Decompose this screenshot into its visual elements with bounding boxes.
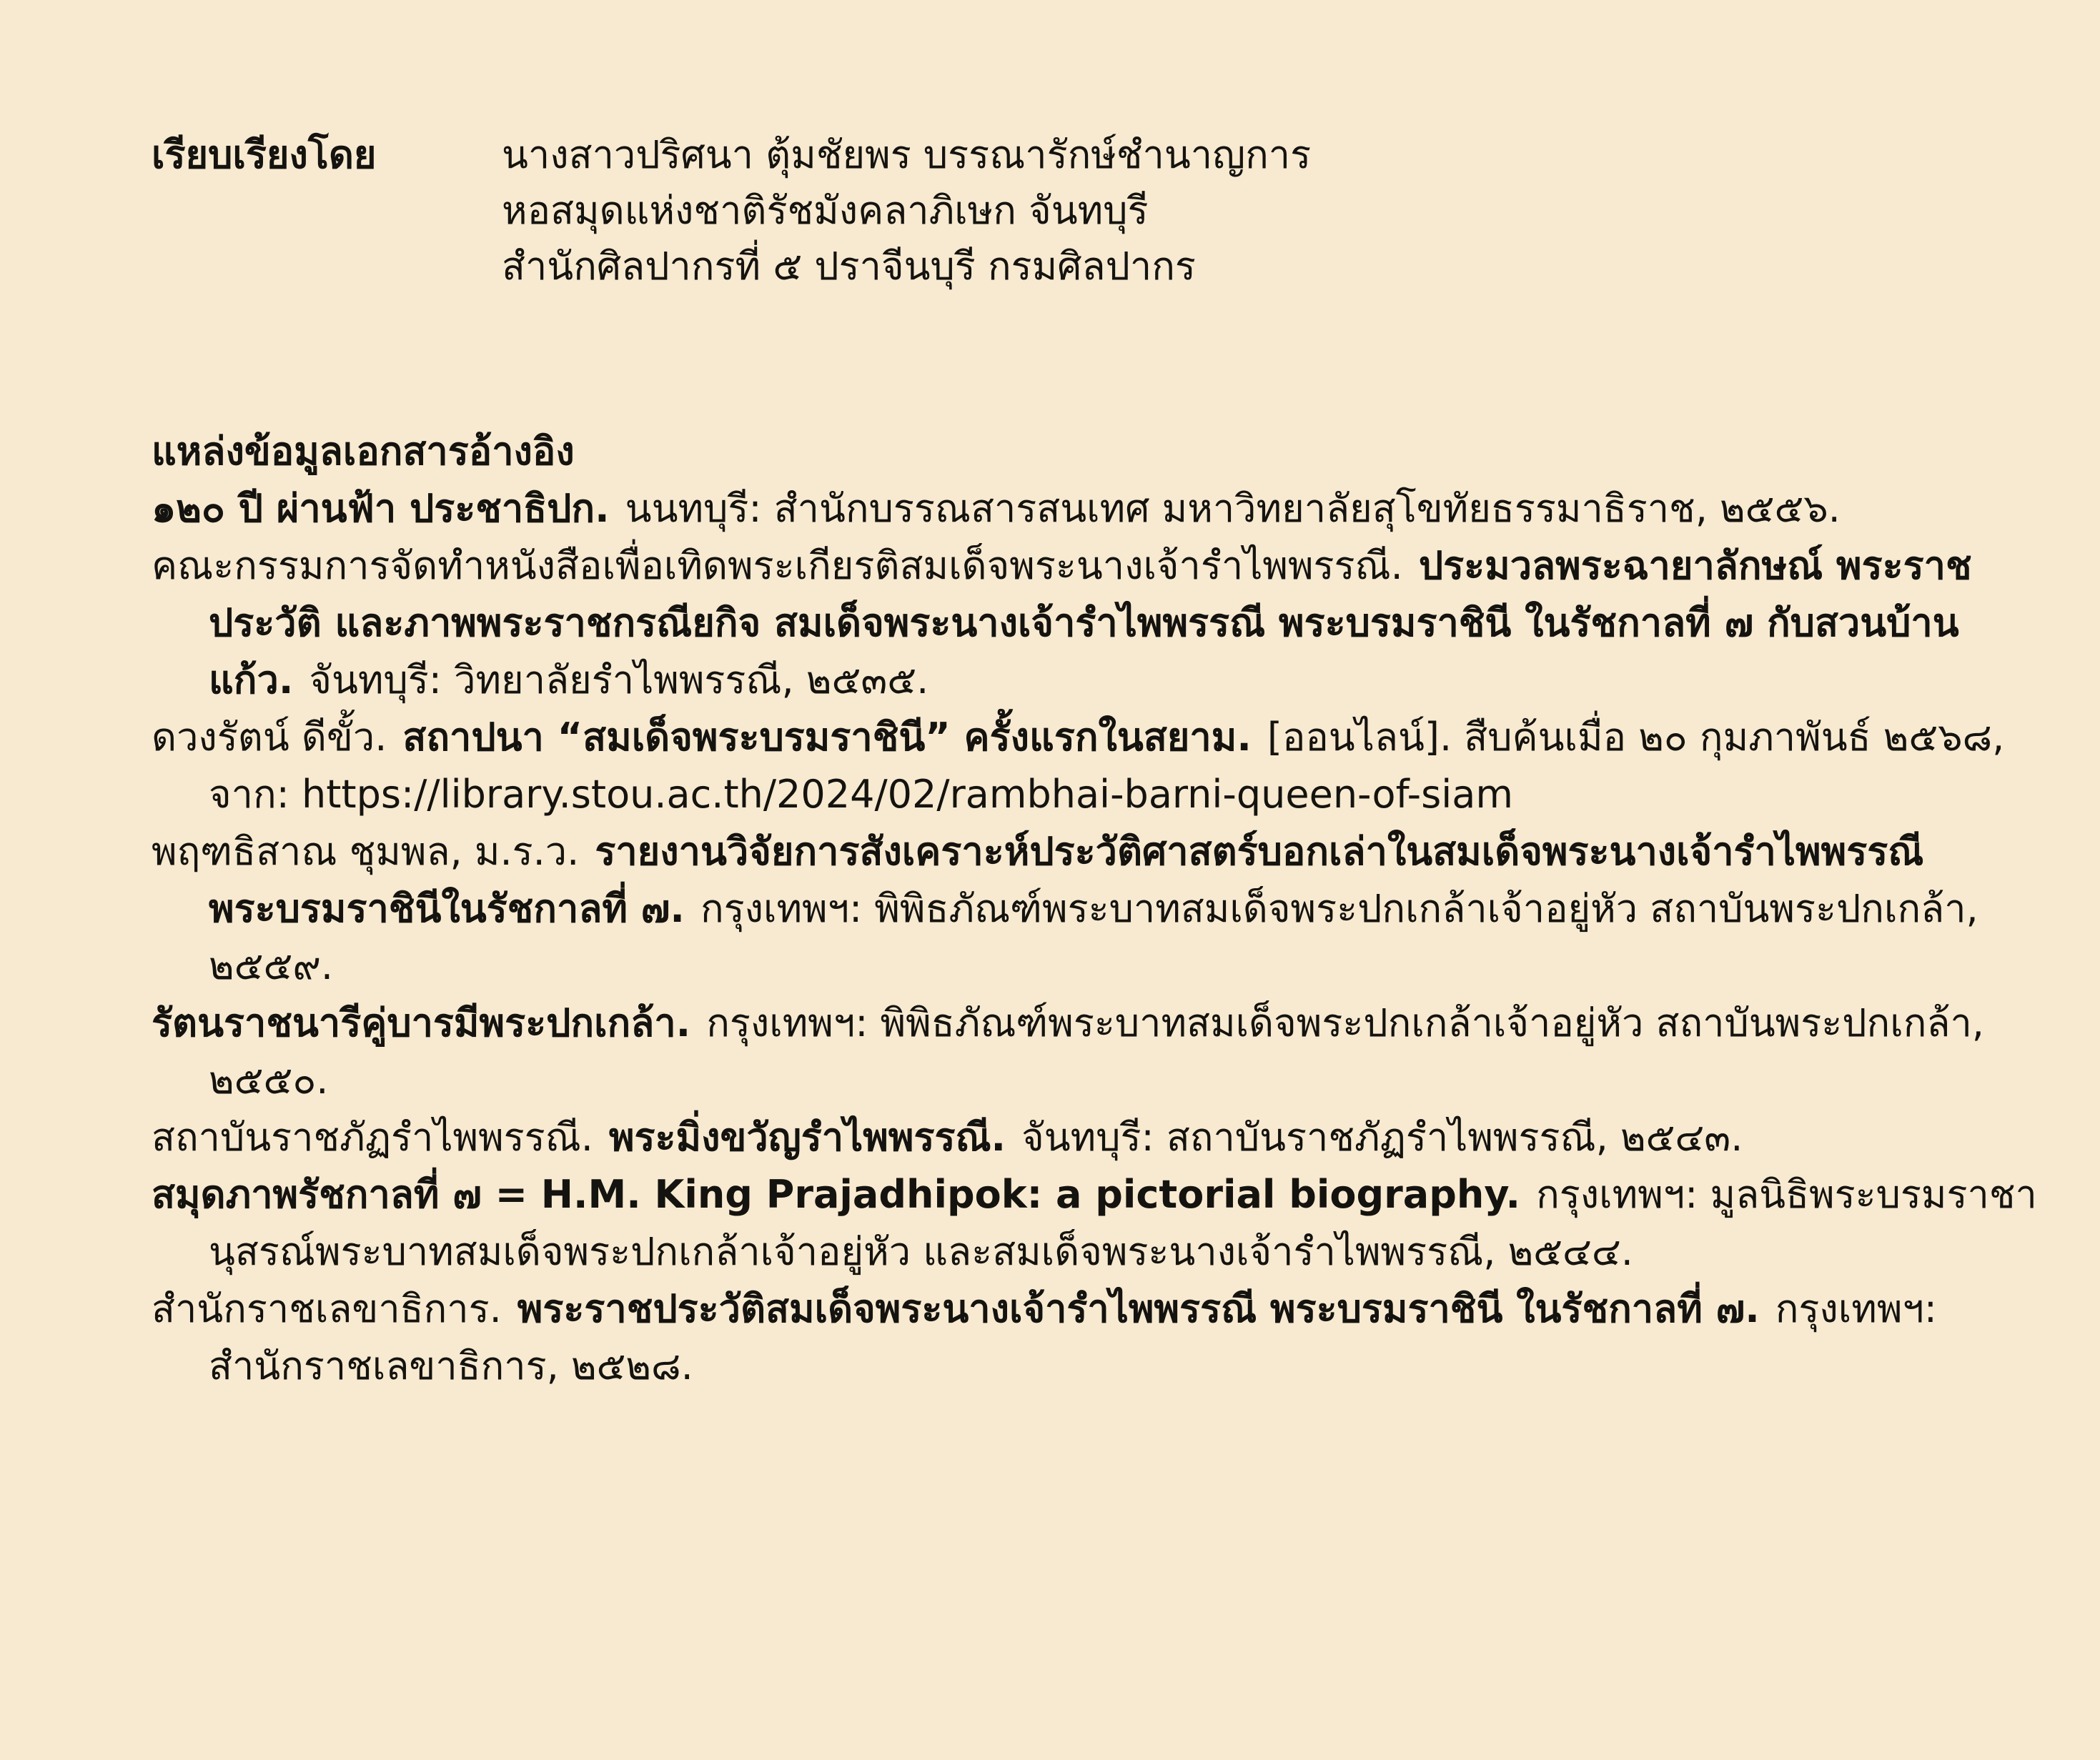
reference-author: คณะกรรมการจัดทำหนังสือเพื่อเทิดพระเกียรติสมเด็จพระนางเจ้ารำไพพรรณี. — [152, 543, 1403, 588]
compiler-library: หอสมุดแห่งชาติรัชมังคลาภิเษก จันทบุรี — [502, 188, 1149, 233]
references-section — [152, 423, 2039, 1395]
reference-item — [152, 709, 2039, 823]
reference-publication: กรุงเทพฯ: สำนักราชเลขาธิการ, ๒๕๒๘. — [209, 1286, 1937, 1388]
reference-title: ๑๒๐ ปี ผ่านฟ้า ประชาธิปก. — [152, 486, 610, 531]
reference-publication: กรุงเทพฯ: พิพิธภัณฑ์พระบาทสมเด็จพระปกเกล้าเจ้าอยู่หัว สถาบันพระปกเกล้า, ๒๕๕๙. — [209, 886, 1978, 988]
reference-item — [152, 823, 2039, 995]
compiler-label: เรียบเรียงโดย — [152, 132, 377, 177]
reference-title: พระราชประวัติสมเด็จพระนางเจ้ารำไพพรรณี พระบรมราชินี ในรัชกาลที่ ๗. — [517, 1286, 1760, 1331]
reference-item — [152, 1166, 2039, 1281]
reference-author: ดวงรัตน์ ดีขั้ว. — [152, 715, 387, 760]
document-page — [152, 127, 2039, 1395]
compiler-section — [152, 127, 2039, 294]
reference-publication: [ออนไลน์]. สืบค้นเมื่อ ๒๐ กุมภาพันธ์ ๒๕๖๘, จาก: https://library.stou.ac.th/2024/02/rambhai-barni-queen-of-siam — [209, 715, 2005, 817]
reference-item — [152, 1281, 2039, 1395]
reference-title: ประมวลพระฉายาลักษณ์ พระราชประวัติ และภาพพระราชกรณียกิจ สมเด็จพระนางเจ้ารำไพพรรณี พระบรมราชินี ในรัชกาลที่ ๗ กับสวนบ้านแก้ว. — [209, 543, 1972, 702]
reference-title: พระมิ่งขวัญรำไพพรรณี. — [608, 1115, 1006, 1160]
reference-item — [152, 537, 2039, 709]
reference-item — [152, 1109, 2039, 1166]
reference-item — [152, 480, 2039, 537]
reference-title: รัตนราชนารีคู่บารมีพระปกเกล้า. — [152, 1000, 691, 1045]
compiler-details — [502, 127, 2039, 294]
reference-title: สถาปนา “สมเด็จพระบรมราชินี” ครั้งแรกในสยาม. — [402, 715, 1252, 760]
reference-publication: นนทบุรี: สำนักบรรณสารสนเทศ มหาวิทยาลัยสุโขทัยธรรมาธิราช, ๒๕๕๖. — [625, 486, 1841, 531]
reference-publication: กรุงเทพฯ: พิพิธภัณฑ์พระบาทสมเด็จพระปกเกล้าเจ้าอยู่หัว สถาบันพระปกเกล้า, ๒๕๕๐. — [209, 1000, 1984, 1103]
compiler-name: นางสาวปริศนา ตุ้มชัยพร บรรณารักษ์ชำนาญการ — [502, 132, 1312, 177]
reference-title: สมุดภาพรัชกาลที่ ๗ = H.M. King Prajadhipok: a pictorial biography. — [152, 1172, 1521, 1217]
reference-item — [152, 995, 2039, 1109]
reference-author: พฤฑธิสาณ ชุมพล, ม.ร.ว. — [152, 829, 580, 874]
reference-publication: จันทบุรี: วิทยาลัยรำไพพรรณี, ๒๕๓๕. — [309, 657, 929, 702]
reference-publication: จันทบุรี: สถาบันราชภัฏรำไพพรรณี, ๒๕๔๓. — [1021, 1115, 1743, 1160]
compiler-office: สำนักศิลปากรที่ ๕ ปราจีนบุรี กรมศิลปากร — [502, 244, 1196, 289]
references-heading: แหล่งข้อมูลเอกสารอ้างอิง — [152, 429, 575, 474]
reference-publication: กรุงเทพฯ: มูลนิธิพระบรมราชานุสรณ์พระบาทสมเด็จพระปกเกล้าเจ้าอยู่หัว และสมเด็จพระนางเจ้ารำไพพรรณี, ๒๕๔๔. — [209, 1172, 2037, 1274]
reference-title: รายงานวิจัยการสังเคราะห์ประวัติศาสตร์บอกเล่าในสมเด็จพระนางเจ้ารำไพพรรณี พระบรมราชินีในรัชกาลที่ ๗. — [209, 829, 1924, 931]
reference-author: สถาบันราชภัฏรำไพพรรณี. — [152, 1115, 593, 1160]
reference-author: สำนักราชเลขาธิการ. — [152, 1286, 502, 1331]
